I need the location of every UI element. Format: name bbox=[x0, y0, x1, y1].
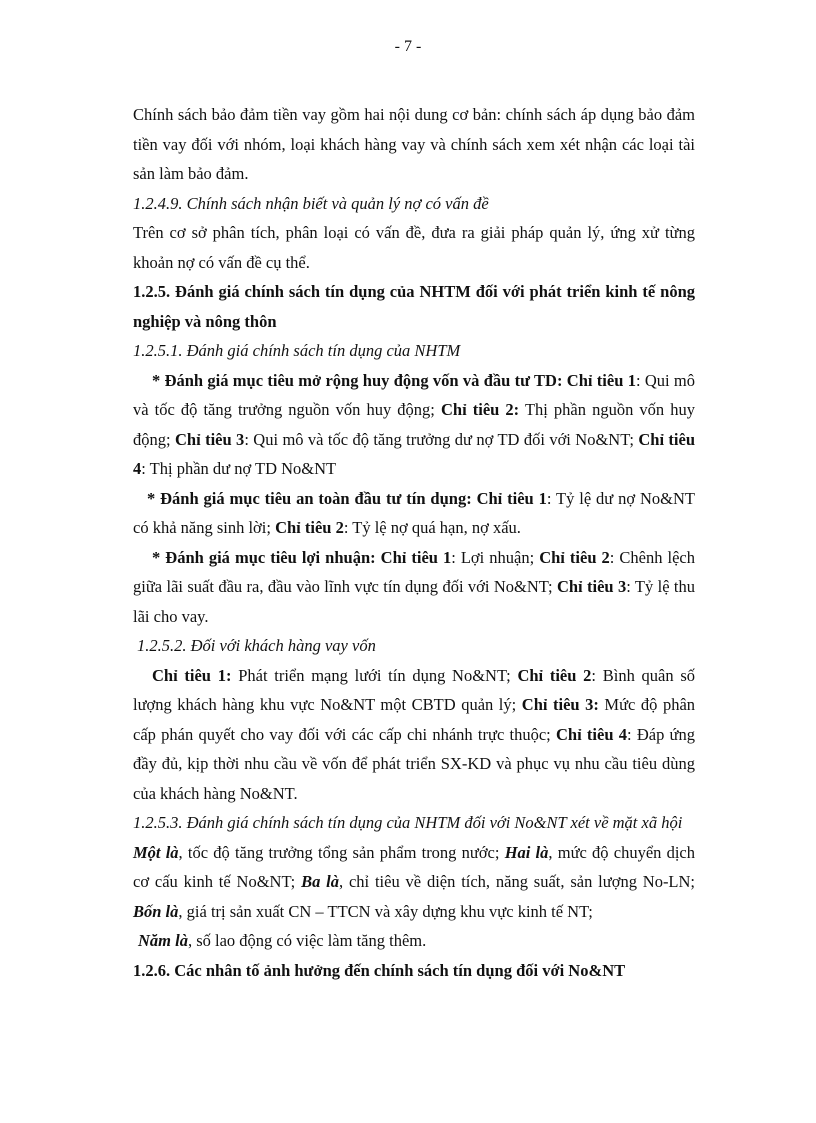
criteria-lead: * Đánh giá mục tiêu lợi nhuận: bbox=[152, 547, 376, 567]
paragraph-credit-safety: * Đánh giá mục tiêu an toàn đầu tư tín dụng: Chỉ tiêu 1: Tỷ lệ dư nợ No&NT có khả năng sinh lời; Chỉ tiêu 2: Tỷ lệ nợ quá hạn, nợ xấu. bbox=[133, 488, 696, 537]
heading-1-2-5-2: 1.2.5.2. Đối với khách hàng vay vốn bbox=[137, 636, 376, 655]
criterion-label: Chỉ tiêu 2: bbox=[440, 400, 520, 419]
heading-1-2-5-3: 1.2.5.3. Đánh giá chính sách tín dụng của NHTM đối với No&NT xét về mặt xã hội bbox=[133, 813, 683, 832]
ordinal-label: Một là bbox=[133, 842, 179, 862]
criterion-label: Chỉ tiêu 1 bbox=[476, 488, 547, 508]
paragraph-problem-debt: Trên cơ sở phân tích, phân loại có vấn đề, đưa ra giải pháp quản lý, ứng xử từng khoản nợ có vấn đề cụ thể. bbox=[133, 223, 695, 272]
criterion-label: Chỉ tiêu 2 bbox=[275, 518, 344, 537]
paragraph-social-aspects: Một là, tốc độ tăng trưởng tổng sản phẩm trong nước; Hai là, mức độ chuyển dịch cơ cấu kinh tế No&NT; Ba là, chỉ tiêu về diện tích, năng suất, sản lượng No-LN; Bốn là, giá trị sản xuất CN – TTCN và xây dựng khu vực kinh tế NT; bbox=[133, 842, 696, 921]
criterion-label: Chỉ tiêu 4 bbox=[133, 429, 696, 478]
ordinal-label: Ba là bbox=[301, 872, 339, 891]
ordinal-label: Hai là bbox=[504, 842, 549, 862]
criterion-label: Chỉ tiêu 2 bbox=[517, 665, 592, 685]
heading-1-2-5-1: 1.2.5.1. Đánh giá chính sách tín dụng của NHTM bbox=[133, 341, 461, 360]
criterion-label: Chỉ tiêu 3: bbox=[521, 695, 599, 714]
criteria-lead: * Đánh giá mục tiêu an toàn đầu tư tín dụng: bbox=[147, 488, 472, 508]
page-content bbox=[133, 100, 695, 985]
paragraph-social-aspects-cont: Năm là, số lao động có việc làm tăng thêm. bbox=[138, 931, 427, 950]
criterion-label: Chỉ tiêu 1 bbox=[380, 547, 452, 567]
ordinal-label: Năm là bbox=[138, 931, 188, 950]
criterion-label: Chỉ tiêu 3 bbox=[175, 429, 245, 449]
criterion-label: Chỉ tiêu 1: bbox=[152, 665, 232, 685]
criterion-label: Chỉ tiêu 3 bbox=[556, 577, 627, 596]
page-number: - 7 - bbox=[394, 38, 422, 55]
paragraph-profit: * Đánh giá mục tiêu lợi nhuận: Chỉ tiêu 1: Lợi nhuận; Chỉ tiêu 2: Chênh lệch giữa lãi suất đầu ra, đầu vào lĩnh vực tín dụng đối với No&NT; Chỉ tiêu 3: Tỷ lệ thu lãi cho vay. bbox=[133, 547, 696, 626]
paragraph-guarantee-policy: Chính sách bảo đảm tiền vay gồm hai nội dung cơ bản: chính sách áp dụng bảo đảm tiền vay đối với nhóm, loại khách hàng vay và chính sách xem xét nhận các loại tài sản làm bảo đảm. bbox=[133, 105, 695, 183]
heading-1-2-5: 1.2.5. Đánh giá chính sách tín dụng của NHTM đối với phát triển kinh tế nông nghiệp và nông thôn bbox=[133, 282, 695, 331]
paragraph-borrowers: Chỉ tiêu 1: Phát triển mạng lưới tín dụng No&NT; Chỉ tiêu 2: Bình quân số lượng khách hàng khu vực No&NT một CBTD quản lý; Chỉ tiêu 3: Mức độ phân cấp phán quyết cho vay đối với các cấp chi nhánh trực thuộc; Chỉ tiêu 4: Đáp ứng đầy đủ, kịp thời nhu cầu về vốn để phát triển SX-KD và phục vụ nhu cầu tiêu dùng của khách hàng No&NT. bbox=[133, 665, 696, 803]
criterion-label: Chỉ tiêu 2 bbox=[539, 547, 610, 567]
paragraph-capital-mobilization: * Đánh giá mục tiêu mở rộng huy động vốn và đầu tư TD: Chỉ tiêu 1: Qui mô và tốc độ tăng trưởng nguồn vốn huy động; Chỉ tiêu 2: Thị phần nguồn vốn huy động; Chỉ tiêu 3: Qui mô và tốc độ tăng trưởng dư nợ TD đối với No&NT; Chỉ tiêu 4: Thị phần dư nợ TD No&NT bbox=[133, 370, 696, 478]
criteria-lead: * Đánh giá mục tiêu mở rộng huy động vốn và đầu tư TD: bbox=[152, 370, 563, 390]
heading-1-2-6: 1.2.6. Các nhân tố ảnh hưởng đến chính sách tín dụng đối với No&NT bbox=[133, 960, 626, 980]
heading-1-2-4-9: 1.2.4.9. Chính sách nhận biết và quản lý nợ có vấn đề bbox=[133, 193, 489, 213]
criterion-label: Chỉ tiêu 1 bbox=[566, 370, 636, 390]
ordinal-label: Bốn là bbox=[133, 901, 179, 921]
criterion-label: Chỉ tiêu 4 bbox=[556, 724, 627, 744]
